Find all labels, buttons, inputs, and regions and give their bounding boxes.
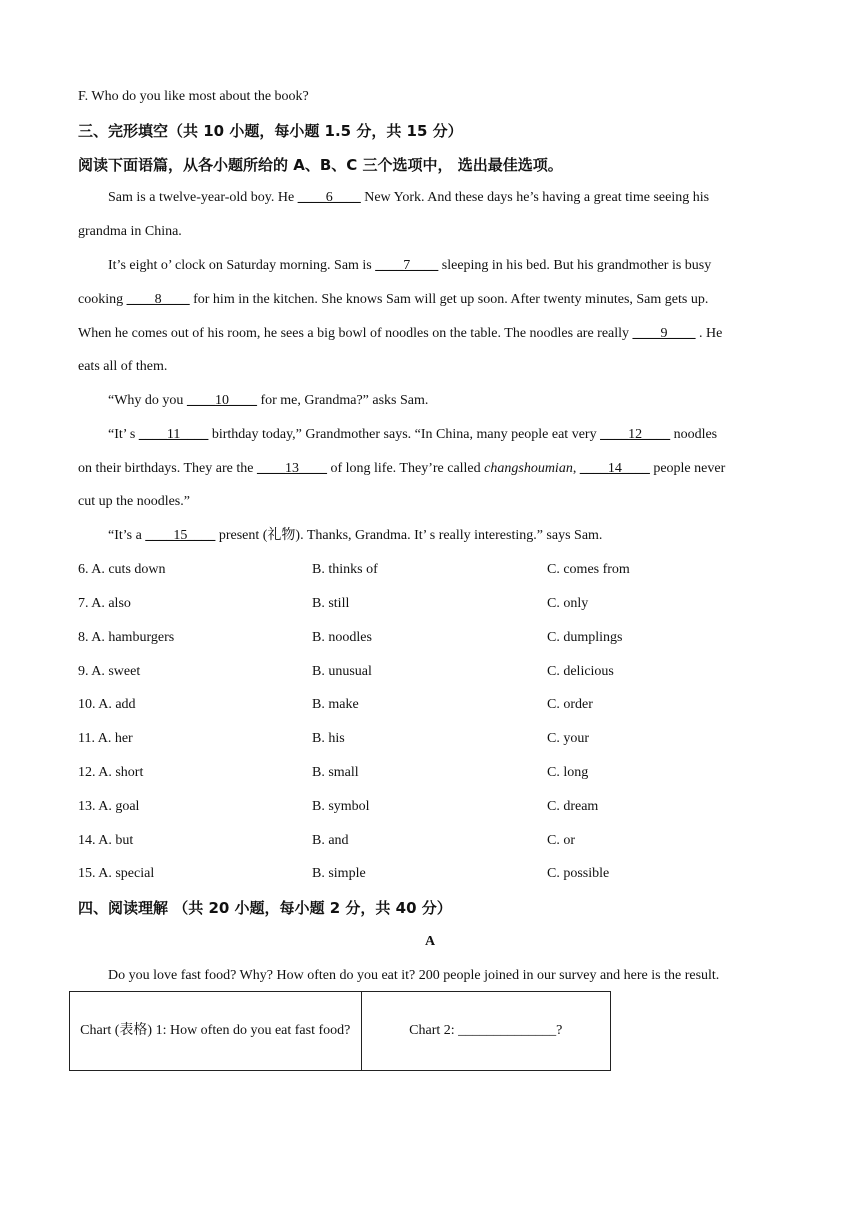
question-8 — [78, 628, 778, 648]
blank-11: ____11____ — [138, 427, 209, 442]
passage-p3: “Why do you ____10____ for me, Grandma?” asks Sam. — [108, 393, 429, 408]
section3-title: 三、完形填空（共 10 小题，每小题 1.5 分，共 15 分） — [78, 122, 463, 140]
passage-p2-line2: cooking ____8____ for him in the kitchen. She knows Sam will get up soon. After twenty minutes, Sam gets up. — [78, 292, 709, 307]
option-c[interactable]: C. comes from — [547, 562, 630, 577]
question-15 — [78, 864, 778, 884]
passage-p2-line3: When he comes out of his room, he sees a big bowl of noodles on the table. The noodles are really ____9____ . He — [78, 326, 723, 341]
option-b[interactable]: B. thinks of — [312, 562, 378, 577]
chart1-cell: Chart (表格) 1: How often do you eat fast food? — [70, 992, 362, 1071]
question-6 — [78, 560, 778, 580]
passage-p1: Sam is a twelve-year-old boy. He ____6____ New York. And these days he’s having a great time seeing his — [108, 190, 710, 205]
blank-15: ____15____ — [145, 528, 216, 543]
option-b[interactable]: B. simple — [312, 866, 366, 881]
option-b[interactable]: B. symbol — [312, 799, 370, 814]
option-a[interactable]: 6. A. cuts down — [78, 562, 166, 577]
option-b[interactable]: B. still — [312, 596, 350, 611]
survey-intro: Do you love fast food? Why? How often do you eat it? 200 people joined in our survey and here is the result. — [108, 968, 720, 983]
blank-7: ____7____ — [375, 258, 439, 273]
option-c[interactable]: C. order — [547, 697, 593, 712]
option-c[interactable]: C. long — [547, 765, 589, 780]
option-c[interactable]: C. dumplings — [547, 630, 623, 645]
question-11 — [78, 729, 778, 749]
blank-12: ____12____ — [600, 427, 671, 442]
option-a[interactable]: 9. A. sweet — [78, 664, 141, 679]
option-b[interactable]: B. small — [312, 765, 359, 780]
option-a[interactable]: 10. A. add — [78, 697, 136, 712]
option-c[interactable]: C. your — [547, 731, 589, 746]
option-b[interactable]: B. noodles — [312, 630, 372, 645]
section3-instruction: 阅读下面语篇，从各小题所给的 A、B、C 三个选项中， 选出最佳选项。 — [78, 156, 563, 174]
blank-8: ____8____ — [126, 292, 190, 307]
option-a[interactable]: 7. A. also — [78, 596, 131, 611]
blank-14: ____14____ — [579, 461, 650, 476]
question-13 — [78, 797, 778, 817]
option-a[interactable]: 11. A. her — [78, 731, 133, 746]
question-10 — [78, 695, 778, 715]
passage-p1-line2: grandma in China. — [78, 224, 182, 239]
option-a[interactable]: 13. A. goal — [78, 799, 140, 814]
question-14 — [78, 831, 778, 851]
option-c[interactable]: C. only — [547, 596, 589, 611]
option-c[interactable]: C. possible — [547, 866, 610, 881]
blank-9: ____9____ — [632, 326, 696, 341]
passage-p4-line3: cut up the noodles.” — [78, 494, 190, 509]
option-a[interactable]: 15. A. special — [78, 866, 155, 881]
option-c[interactable]: C. delicious — [547, 664, 614, 679]
passage-p4: “It’ s ____11____ birthday today,” Grandmother says. “In China, many people eat very ____12____ noodles — [108, 427, 718, 442]
option-c[interactable]: C. or — [547, 833, 575, 848]
question-12 — [78, 763, 778, 783]
part-a-heading: A — [424, 934, 436, 949]
option-a[interactable]: 12. A. short — [78, 765, 144, 780]
passage-p2: It’s eight o’ clock on Saturday morning. Sam is ____7____ sleeping in his bed. But his grandmother is busy — [108, 258, 712, 273]
survey-table — [69, 991, 611, 1071]
chart2-cell: Chart 2: ______________? — [361, 992, 611, 1071]
option-f: F. Who do you like most about the book? — [78, 89, 309, 104]
question-7 — [78, 594, 778, 614]
option-b[interactable]: B. his — [312, 731, 345, 746]
blank-10: ____10____ — [186, 393, 257, 408]
blank-6: ____6____ — [297, 190, 361, 205]
blank-13: ____13____ — [256, 461, 327, 476]
option-b[interactable]: B. unusual — [312, 664, 372, 679]
passage-p2-line4: eats all of them. — [78, 359, 168, 374]
option-a[interactable]: 8. A. hamburgers — [78, 630, 175, 645]
option-c[interactable]: C. dream — [547, 799, 599, 814]
option-b[interactable]: B. and — [312, 833, 349, 848]
passage-p4-line2: on their birthdays. They are the ____13____ of long life. They’re called changshoumian, ____14____ people never — [78, 461, 726, 476]
question-9 — [78, 662, 778, 682]
option-a[interactable]: 14. A. but — [78, 833, 134, 848]
passage-p5: “It’s a ____15____ present (礼物). Thanks, Grandma. It’ s really interesting.” says Sam. — [108, 528, 603, 543]
section4-title: 四、阅读理解 （共 20 小题，每小题 2 分，共 40 分） — [78, 899, 452, 917]
option-b[interactable]: B. make — [312, 697, 359, 712]
